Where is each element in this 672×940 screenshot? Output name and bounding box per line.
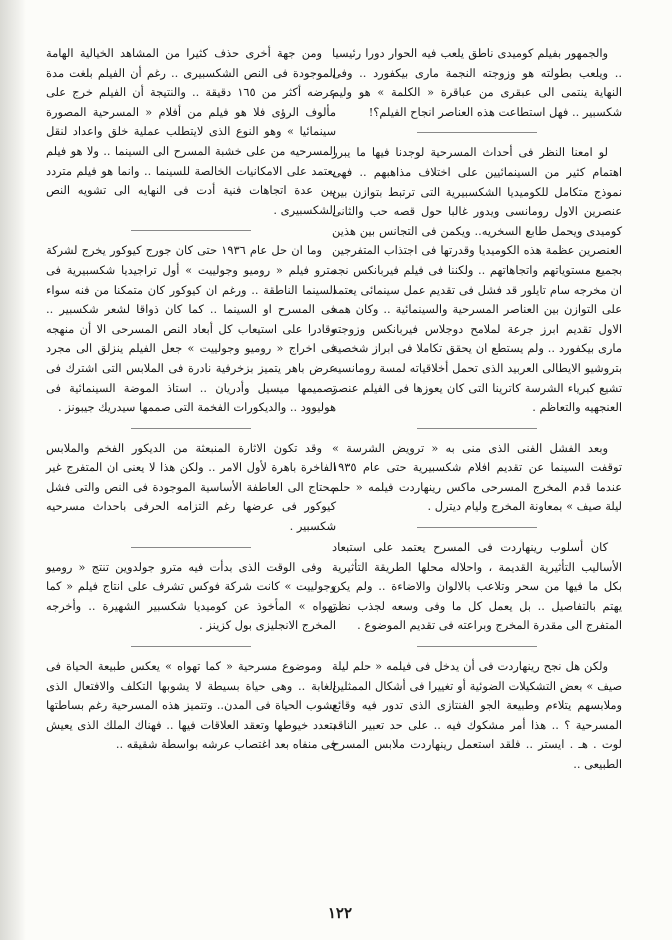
paragraph: وبعد الفشل الفنى الذى منى به « ترويض الشرسة » توقفت السينما عن تقديم افلام شكسبيرية حتى عام ١٩٣٥ عندما قدم المخرج المسرحى ماكس رينهاردت فيلمه « حلم ليلة صيف » بمعاونة المخرج وليام ديترل .: [332, 440, 622, 514]
divider: [131, 428, 251, 429]
page-binding-shadow: [0, 0, 26, 940]
paragraph: ولكن هل نجح رينهاردت فى أن يدخل فى فيلمه « حلم ليلة صيف » بعض التشكيلات الضوئية أو تغييرا فى أشكال الممثلين وملابسهم يتلاءم وطبيعة الجو الفنتازى الذى تدور فيه وقائع المسرحية ؟ .. هذا أمر مشكوك فيه .. على حد تعبير الناقد لوت . هـ . ايستر .. فلقد استعمل رينهاردت ملابس المسرح الطبيعى ..: [332, 659, 622, 771]
divider: [131, 547, 251, 548]
paragraph: وقد تكون الاثارة المنبعثة من الديكور الفخم والملابس الفاخرة باهرة لأول الامر .. ولكن هذا لا يعنى ان المتفرج غير محتاج الى العاطفة الأساسية الموجودة فى النص والتى فشل كيوكور فى عرضها رغم التزامه الحرفى باحداث مسرحيه شكسبير .: [46, 440, 336, 534]
right-text-column: [332, 44, 622, 775]
divider: [417, 646, 537, 647]
paragraph: لو امعنا النظر فى أحداث المسرحية لوجدنا فيها ما يبرر اهتمام كثير من السينمائيين على اختلاف مذاهبهم .. فهى نموذج متكامل للكوميديا الشكسبيرية التى ترتبط بتوازن بين عنصرين الاول رومانسى ويدور غالبا حول قصه حب والثانى كوميدى ويحمل طابع السخريه.. ويكمن فى التجانس بين هذين العنصرين عظمة هذه الكوميديا وقدرتها فى اجتذاب المتفرجين بجميع مستوياتهم واتجاهاتهم .. ولكننا فى فيلم فيربانكس نجد ان مخرجه سام تايلور قد فشل فى تقديم عمل سينمائى يعتمد على التوازن بين العناصر المسرحية والسينمائية .. وكان همه الاول تقديم ابرز جرعة لملامح دوجلاس فيربانكس وزوجته مارى بيكفورد .. ولم يستطع ان يحقق تكاملا فى ابراز شخصية بتروشيو الايطالى العربيد الذى تحمل أخلاقياته لمسة رومانسيه تشيع كبرياء الشرسة كاترينا التى كان يعوزها فى الفيلم عنصر العنجهيه والتعاظم .: [332, 145, 622, 415]
divider: [417, 428, 537, 429]
left-text-column: [46, 44, 336, 755]
page-number: ١٢٢: [327, 904, 352, 922]
paragraph: وموضوع مسرحية « كما تهواه » يعكس طبيعة الحياة فى الغابة .. وهى حياة بسيطة لا يشوبها التكلف والافتعال الذى يشوب الحياة فى المدن.. وتتميز هذه المسرحية رغم بساطتها بتعدد خيوطها وتعقد العلاقات فيها .. فهناك الملك الذى يعيش فى منفاه بعد اغتصاب عرشه بواسطة شقيقه ..: [46, 659, 336, 752]
divider: [417, 527, 537, 528]
divider: [417, 132, 537, 133]
paragraph: كان أسلوب رينهاردت فى المسرح يعتمد على استبعاد الأساليب التأثيرية القديمة ، واحلاله محلها الطريقة التأثيرية بكل ما فيها من سحر وتلاعب بالالوان والاضاءة .. ولم يكن يهتم بالتفاصيل .. بل يعمل كل ما وفى وسعه لجذب نظر المتفرج الى مقدرة المخرج وبراعته فى تقديم الموضوع .: [332, 540, 622, 633]
divider: [131, 230, 251, 231]
paragraph: ومن جهة أخرى حذف كثيرا من المشاهد الخيالية الهامة الموجودة فى النص الشكسبيرى .. رغم أن الفيلم بلغت مدة عرضه أكثر من ١٦٥ دقيقة .. والنتيجة أن الفيلم خرج على مألوف الرؤى فلا هو فيلم من أفلام « المسرحية المصورة سينمائيا » وهو النوع الذى لايتطلب عملية خلق واعداد لنقل المسرحيه من على خشبة المسرح الى السينما .. ولا هو فيلم يعتمد على الامكانيات الخالصة للسينما .. وانما هو فيلم متردد بين عدة اتجاهات فنية أدت فى النهايه الى تشويه النص الشكسبيرى .: [46, 46, 336, 217]
paragraph: وما ان حل عام ١٩٣٦ حتى كان جورج كيوكور يخرج لشركة مترو فيلم « روميو وجولييت » أول تراجيديا شكسبيرية فى السينما الناطقة .. ورغم ان كيوكور كان متمكنا من فنه سواء فى المسرح او السينما .. كما كان ذواقا لشعر شكسبير .. وقادرا على استيعاب كل أبعاد النص المسرحى الا أن منهجه فى اخراج « روميو وجولييت » جعل الفيلم ينزلق الى مجرد عرض باهر يتميز بزخرفية نادرة فى الملابس التى اشترك فى تصميمها ميسيل وأدريان .. استاذ الموضة السينمائية فى هوليوود .. والديكورات الفخمة التى صممها سيدريك جيبونز .: [46, 243, 336, 415]
paragraph: وفى الوقت الذى بدأت فيه مترو جولدوين تنتج « روميو وجولييت » كانت شركة فوكس تشرف على انتاج فيلم « كما تهواه » المأخوذ عن كوميديا شكسبير الشهيرة .. وأخرجه المخرج الانجليزى بول كزينز .: [46, 559, 336, 633]
paragraph: والجمهور بفيلم كوميدى ناطق يلعب فيه الحوار دورا رئيسيا .. ويلعب بطولته هو وزوجته النجمة مارى بيكفورد .. وفى النهاية ينتمى الى عبقرى من عباقرة « الكلمة » هو وليم شكسبير .. فهل استطاعت هذه العناصر انجاح الفيلم؟!: [332, 46, 622, 119]
divider: [131, 646, 251, 647]
